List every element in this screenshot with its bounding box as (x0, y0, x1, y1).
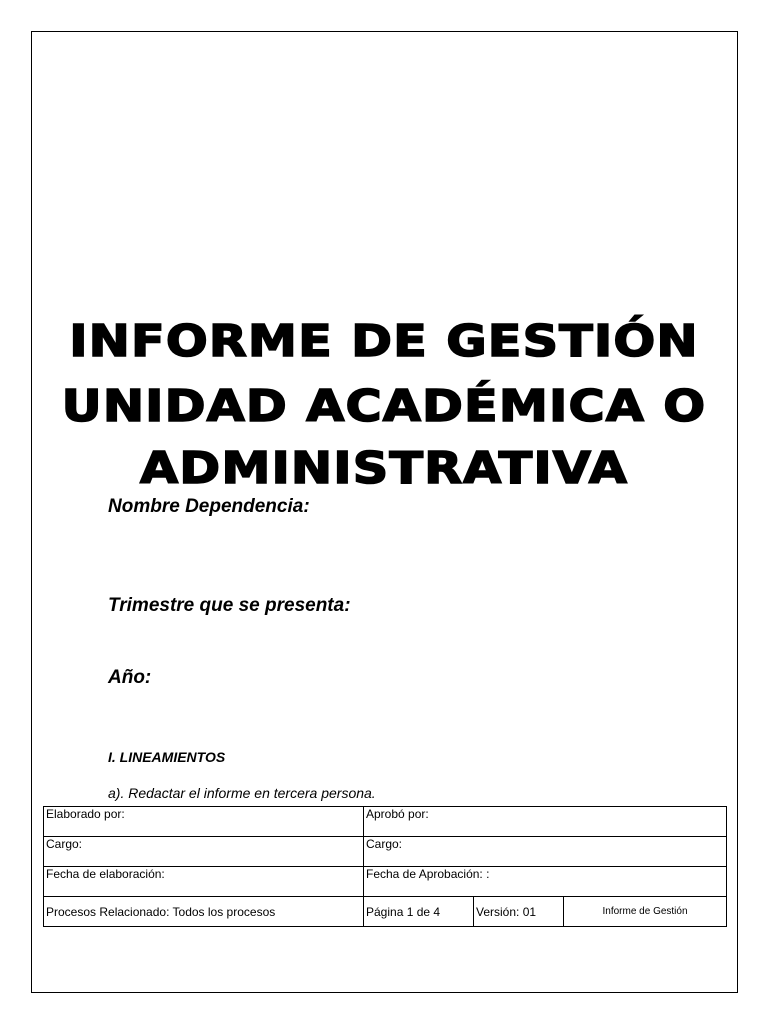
cell-pagina: Página 1 de 4 (364, 897, 474, 927)
cell-fecha-aprobacion: Fecha de Aprobación: : (364, 867, 727, 897)
field-nombre-dependencia: Nombre Dependencia: (108, 496, 310, 517)
cell-elaborado-por: Elaborado por: (44, 807, 364, 837)
cell-version: Versión: 01 (474, 897, 564, 927)
table-row (44, 837, 727, 867)
title-line-2: UNIDAD ACADÉMICA O (61, 381, 707, 432)
cell-cargo-right: Cargo: (364, 837, 727, 867)
cell-informe: Informe de Gestión (564, 897, 727, 927)
cell-cargo-left: Cargo: (44, 837, 364, 867)
cell-fecha-elaboracion: Fecha de elaboración: (44, 867, 364, 897)
field-trimestre: Trimestre que se presenta: (108, 595, 351, 616)
table-row (44, 807, 727, 837)
cell-procesos: Procesos Relacionado: Todos los procesos (44, 897, 364, 927)
footer-approval-table (43, 806, 727, 927)
cell-aprobo-por: Aprobó por: (364, 807, 727, 837)
title-line-3: ADMINISTRATIVA (140, 443, 628, 494)
table-row (44, 897, 727, 927)
section-title-lineamientos: I. LINEAMIENTOS (108, 749, 226, 765)
table-row (44, 867, 727, 897)
lineamiento-item-a: a). Redactar el informe en tercera persona. (108, 785, 376, 801)
title-line-1: INFORME DE GESTIÓN (69, 316, 699, 367)
field-anio: Año: (108, 667, 152, 688)
